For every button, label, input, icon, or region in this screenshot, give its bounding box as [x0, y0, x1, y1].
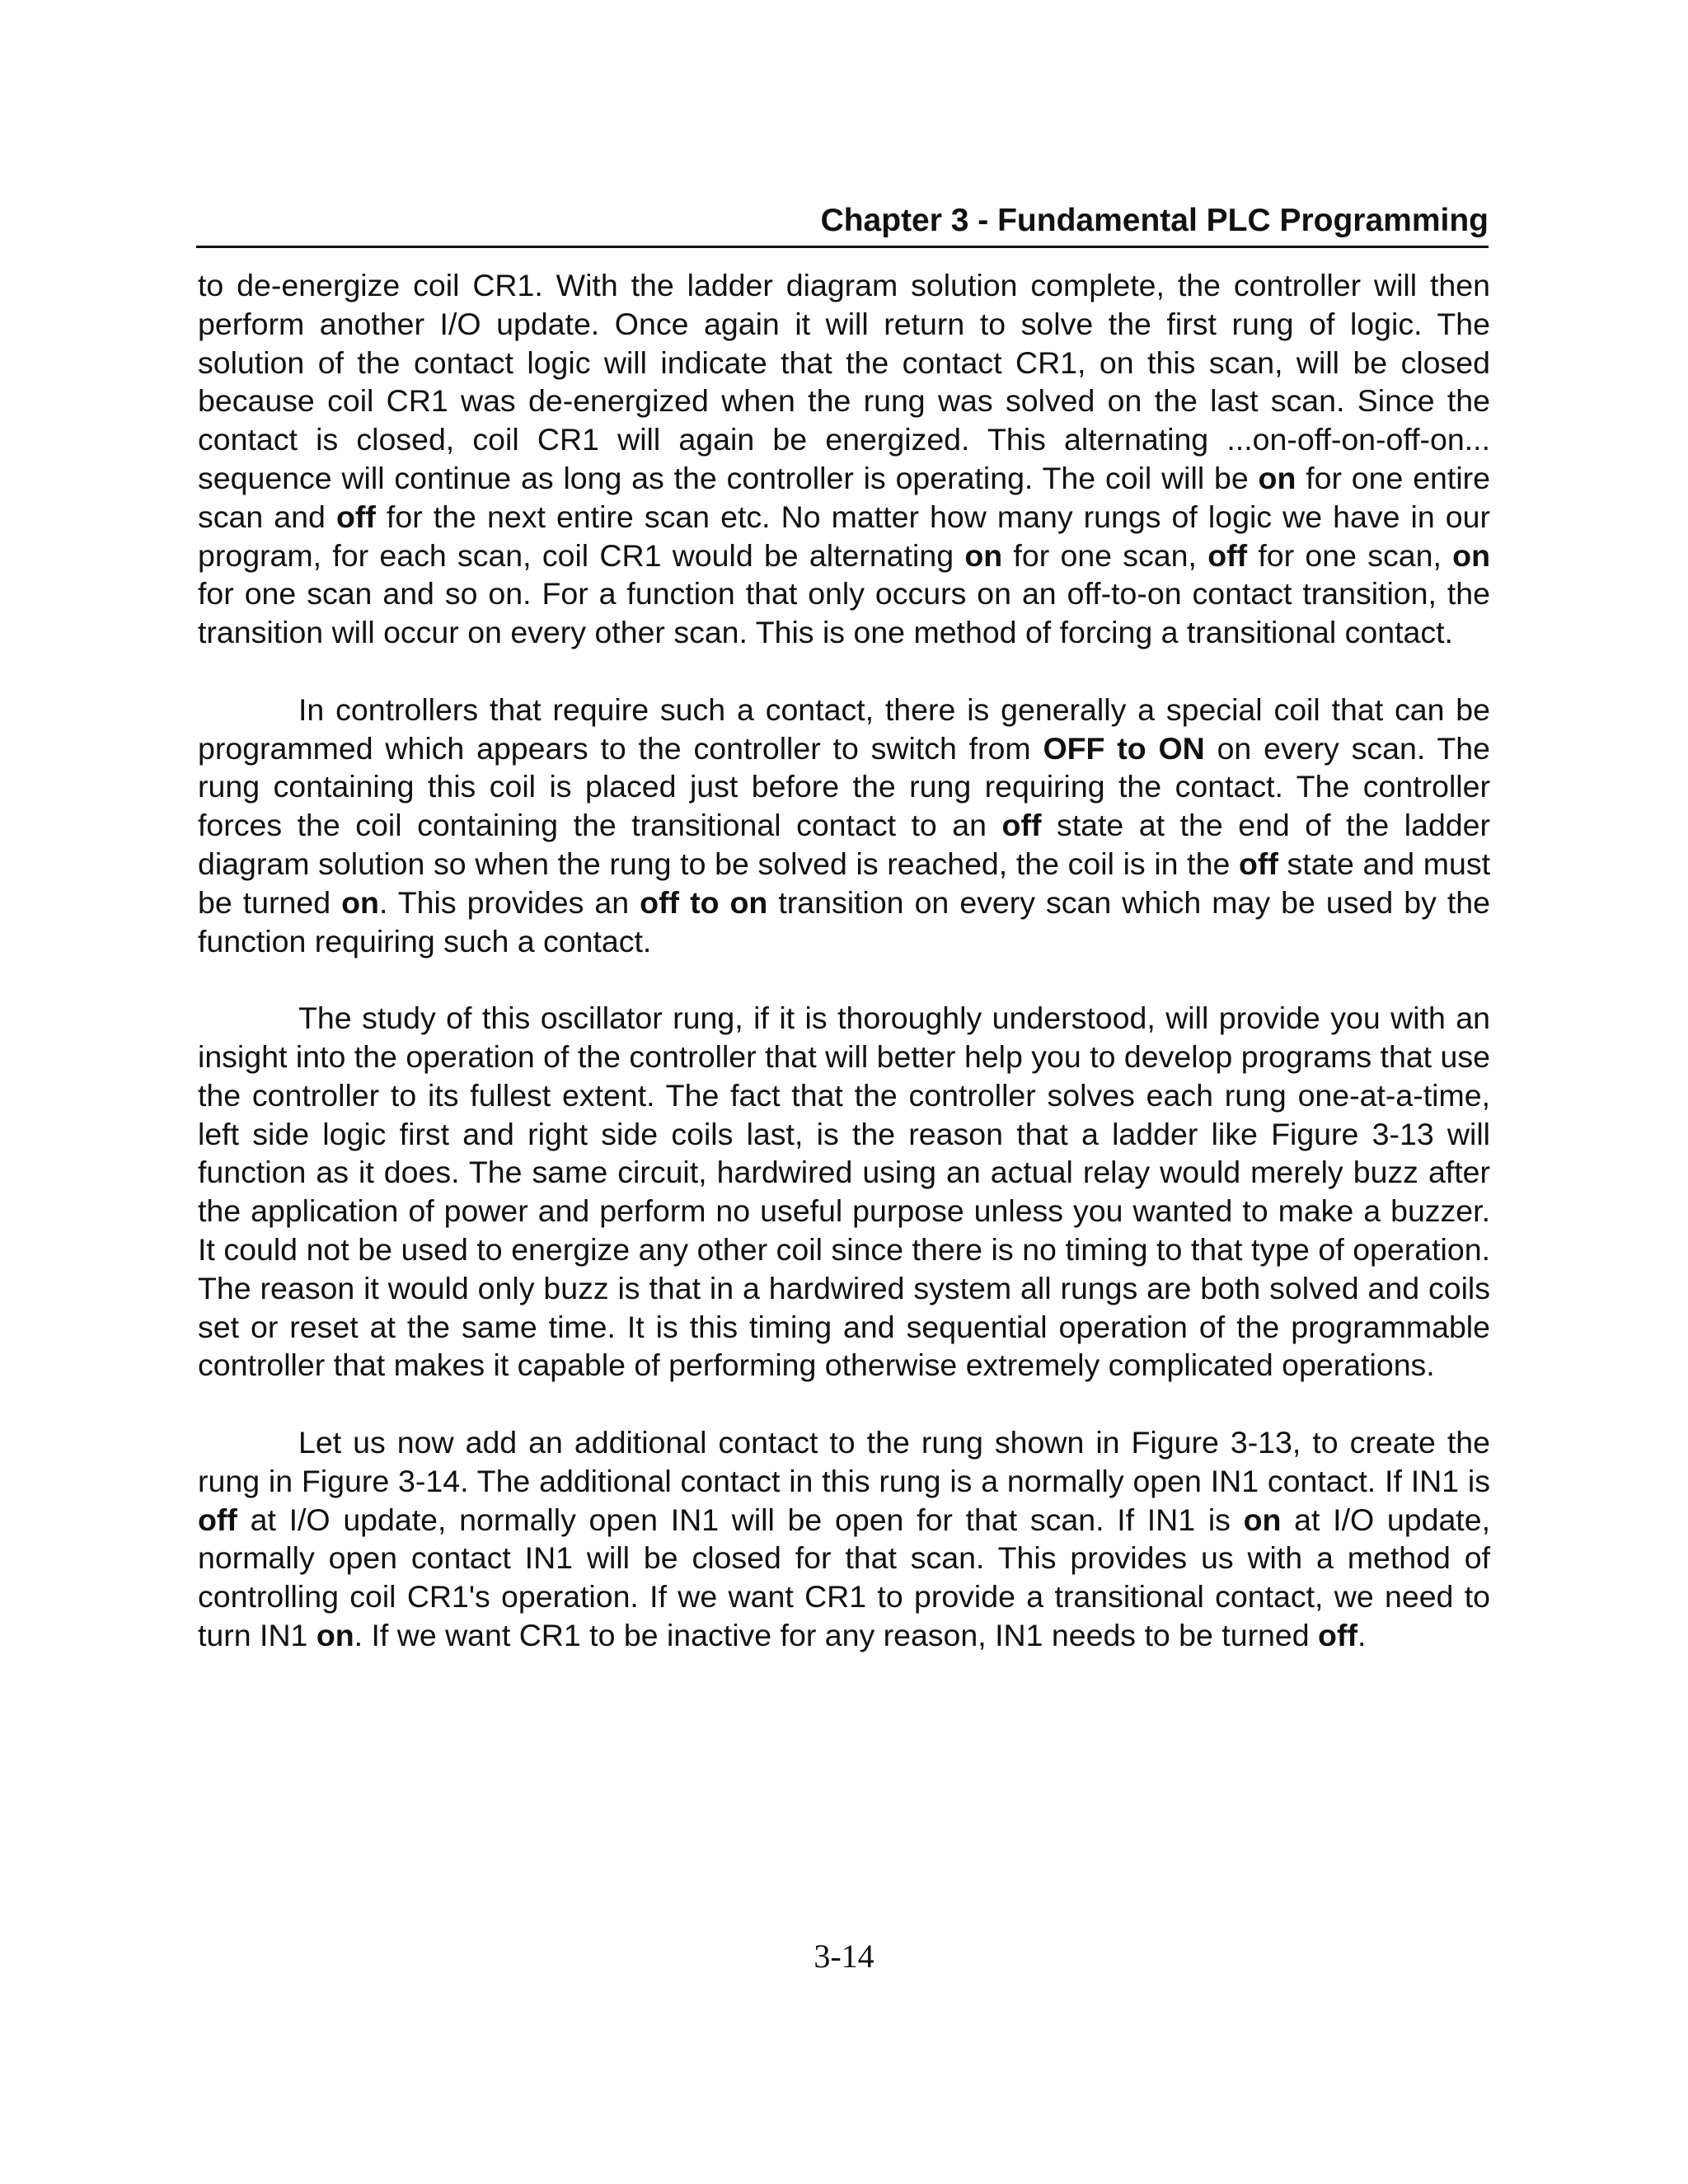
paragraph-2: In controllers that require such a contact, there is generally a special coil that can be programmed which appears to the controller to switch from OFF to ON on every scan. The rung containing this coil is placed just before the rung requiring the contact. The controller forces the coil containing the transitional contact to an off state at the end of the ladder diagram solution so when the rung to be solved is reached, the coil is in the off state and must be turned on. This provides an off to on transition on every scan which may be used by the function requiring such a contact. [198, 691, 1491, 958]
body-text [198, 266, 1490, 1693]
chapter-header [196, 196, 1489, 248]
paragraph-4: Let us now add an additional contact to the rung shown in Figure 3-13, to create the rung in Figure 3-14. The additional contact in this rung is a normally open IN1 contact. If IN1 is off at I/O update, normally open IN1 will be open for that scan. If IN1 is on at I/O update, normally open contact IN1 will be closed for that scan. This provides us with a method of controlling coil CR1's operation. If we want CR1 to provide a transitional contact, we need to turn IN1 on. If we want CR1 to be inactive for any reason, IN1 needs to be turned off. [198, 1424, 1490, 1652]
page-number: 3-14 [814, 1938, 874, 1975]
paragraph-3: The study of this oscillator rung, if it is thoroughly understood, will provide you with an insight into the operation of the controller that will better help you to develop programs that use the controller to its fullest extent. The fact that the controller solves each rung one-at-a-time, left side logic first and right side coils last, is the reason that a ladder like Figure 3-13 will function as it does. The same circuit, hardwired using an actual relay would merely buzz after the application of power and perform no useful purpose unless you wanted to make a buzzer. It could not be used to energize any other coil since there is no timing to that type of operation. The reason it would only buzz is that in a hardwired system all rungs are both solved and coils set or reset at the same time. It is this timing and sequential operation of the programmable controller that makes it capable of performing otherwise extremely complicated operations. [198, 1001, 1490, 1383]
chapter-title: Chapter 3 - Fundamental PLC Programming [820, 203, 1489, 238]
paragraph-1: to de-energize coil CR1. With the ladder diagram solution complete, the controller will then perform another I/O update. Once again it will return to solve the first rung of logic. The solution of the contact logic will indicate that the contact CR1, on this scan, will be closed because coil CR1 was de-energized when the rung was solved on the last scan. Since the contact is closed, coil CR1 will again be energized. This alternating ...on-off-on-off-on... sequence will continue as long as the controller is operating. The coil will be on for one entire scan and off for the next entire scan etc. No matter how many rungs of logic we have in our program, for each scan, coil CR1 would be alternating on for one scan, off for one scan, on for one scan and so on. For a function that only occurs on an off-to-on contact transition, the transition will occur on every other scan. This is one method of forcing a transitional contact. [198, 268, 1491, 650]
